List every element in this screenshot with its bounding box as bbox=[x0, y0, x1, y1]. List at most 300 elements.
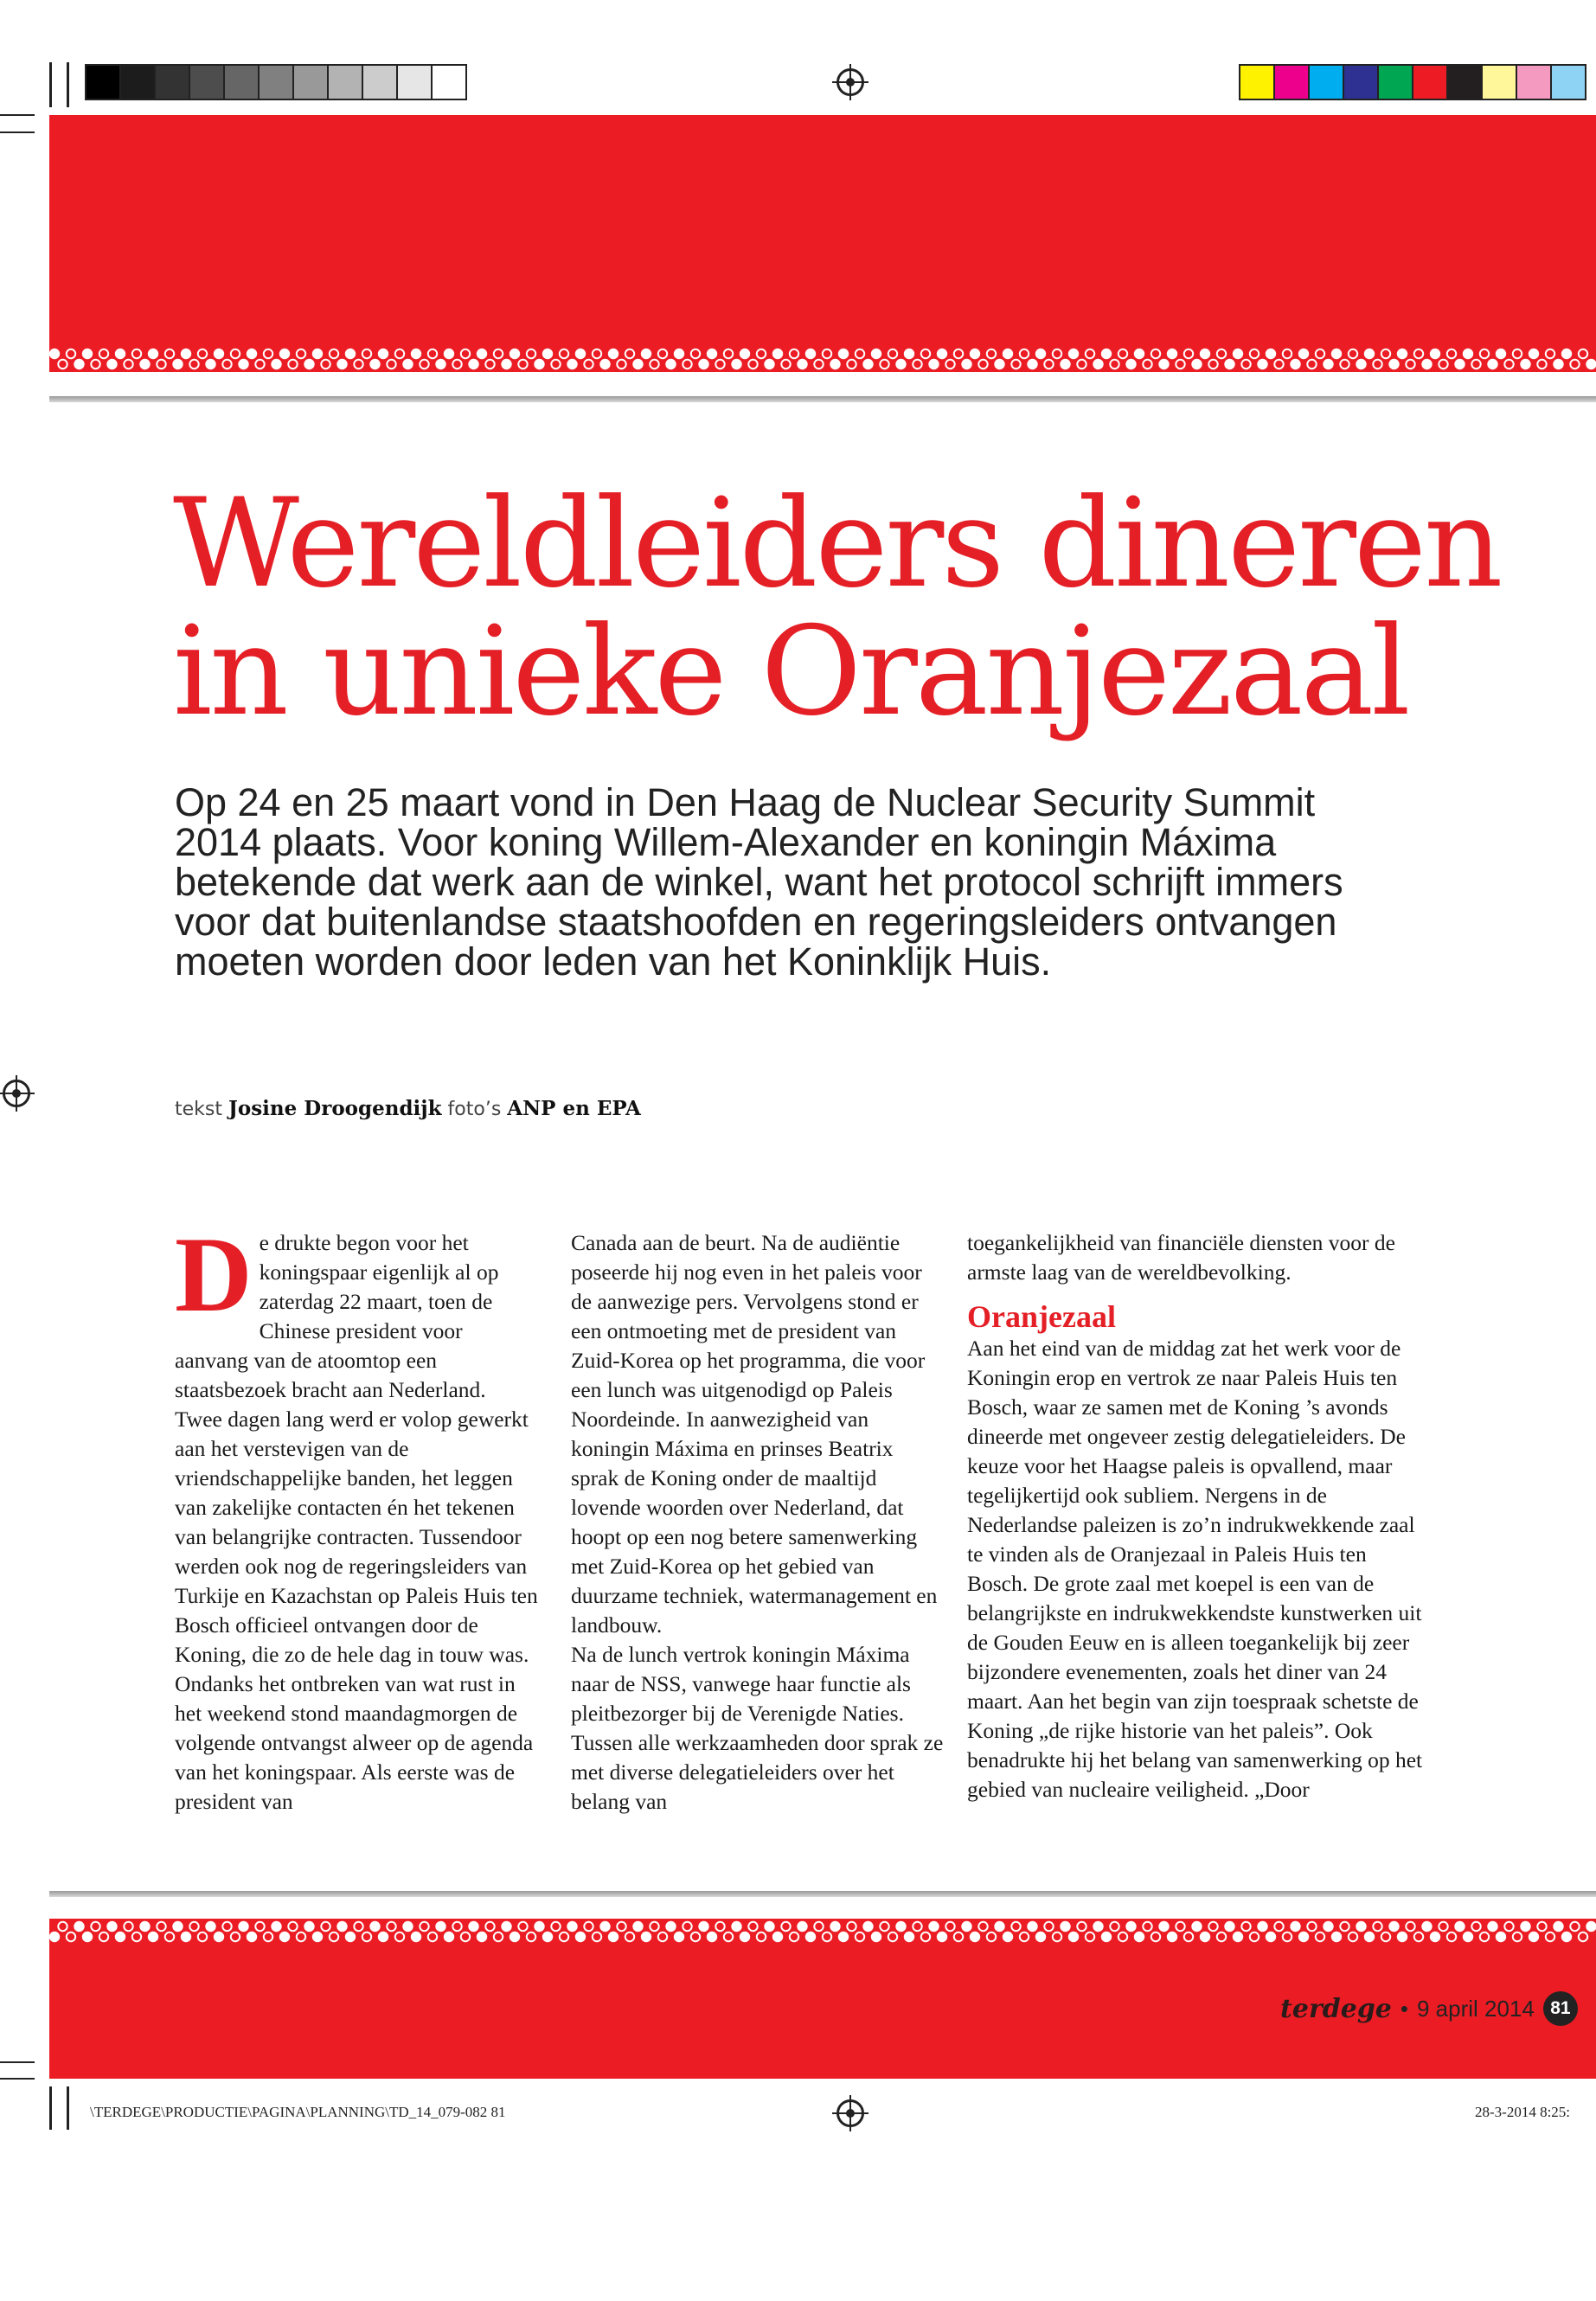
decorative-dot bbox=[584, 360, 593, 369]
decorative-dot bbox=[1208, 1922, 1217, 1931]
decorative-dot bbox=[830, 360, 839, 369]
decorative-dot bbox=[198, 1932, 207, 1941]
decorative-dot bbox=[1504, 1922, 1513, 1931]
article-column-1 bbox=[175, 1215, 538, 1817]
decorative-dot bbox=[116, 349, 125, 358]
decorative-dot bbox=[650, 360, 658, 369]
decorative-dot bbox=[535, 360, 543, 369]
crop-mark bbox=[0, 114, 35, 116]
decorative-dot bbox=[1389, 1922, 1398, 1931]
registration-mark-icon bbox=[836, 2099, 864, 2127]
decorative-dot bbox=[50, 1932, 59, 1941]
decorative-dot bbox=[280, 349, 289, 358]
decorative-dot bbox=[954, 1932, 963, 1941]
decorative-dot bbox=[1398, 349, 1407, 358]
decorative-dot bbox=[1464, 1932, 1472, 1941]
decorative-dot bbox=[1225, 1922, 1234, 1931]
decorative-dot bbox=[1570, 360, 1579, 369]
color-swatch bbox=[363, 66, 398, 99]
decorative-dot bbox=[1455, 360, 1464, 369]
decorative-dot bbox=[954, 349, 963, 358]
decorative-dot bbox=[189, 360, 198, 369]
decorative-dot bbox=[461, 349, 470, 358]
section-subhead: Oranjezaal bbox=[967, 1299, 1116, 1334]
decorative-dot bbox=[987, 1932, 996, 1941]
decorative-dot bbox=[165, 1932, 174, 1941]
decorative-dot bbox=[1299, 349, 1308, 358]
decorative-dot bbox=[74, 1922, 83, 1931]
decorative-dot bbox=[633, 1922, 642, 1931]
color-swatch bbox=[1413, 66, 1448, 99]
decorative-dot bbox=[1201, 1932, 1209, 1941]
byline bbox=[175, 1097, 641, 1120]
decorative-dot bbox=[485, 1922, 494, 1931]
decorative-dot bbox=[1373, 1922, 1381, 1931]
decorative-dot bbox=[962, 1922, 971, 1931]
decorative-dot bbox=[264, 1932, 272, 1941]
decorative-dot bbox=[1513, 349, 1522, 358]
registration-mark-icon bbox=[3, 1080, 30, 1107]
decorative-dot bbox=[929, 1922, 938, 1931]
body-paragraph: toegankelijkheid van financiële diensten voor de armste laag van de wereldbevolking. bbox=[967, 1230, 1395, 1285]
decorative-dot bbox=[313, 1932, 322, 1941]
decorative-dot bbox=[1159, 1922, 1168, 1931]
crop-mark bbox=[67, 62, 69, 107]
decorative-dot bbox=[1266, 1932, 1275, 1941]
top-red-band bbox=[49, 115, 1596, 347]
decorative-dot bbox=[576, 349, 585, 358]
decorative-dot bbox=[1447, 349, 1456, 358]
decorative-dot bbox=[781, 360, 790, 369]
decorative-dot bbox=[255, 1922, 264, 1931]
color-swatch bbox=[121, 66, 156, 99]
decorative-dot bbox=[527, 349, 535, 358]
decorative-dot bbox=[1398, 1932, 1407, 1941]
decorative-dot bbox=[1554, 360, 1562, 369]
decorative-dot bbox=[140, 1922, 149, 1931]
body-paragraph: e drukte begon voor het koningspaar eigenlijk al op zaterdag 22 maart, toen de Chinese president voor aanvang van de atoomtop een staatsbezoek bracht aan Nederland. Twee dagen lang werd er volop gewerkt aan het verstevigen van de vriendschappelijke banden, het leggen van zakelijke contacten én het tekenen van belangrijke contracten. Tussendoor werden ook nog de regeringsleiders van Turkije en Kazachstan op Paleis Huis ten Bosch officieel ontvangen door de Koning, die zo de hele dag in touw was. bbox=[175, 1230, 538, 1667]
decorative-dot bbox=[987, 349, 996, 358]
decorative-dot bbox=[264, 349, 272, 358]
decorative-dot bbox=[683, 360, 691, 369]
decorative-dot bbox=[280, 1932, 289, 1941]
decorative-dot bbox=[403, 360, 412, 369]
color-swatch bbox=[1552, 66, 1585, 99]
decorative-dot bbox=[781, 1922, 790, 1931]
decorative-dot bbox=[1562, 1932, 1571, 1941]
decorative-dot bbox=[1406, 1922, 1414, 1931]
decorative-dot bbox=[625, 1932, 634, 1941]
decorative-dot bbox=[58, 360, 67, 369]
decorative-dot bbox=[773, 1932, 782, 1941]
decorative-dot bbox=[395, 1932, 404, 1941]
decorative-dot bbox=[921, 1932, 930, 1941]
decorative-dot bbox=[1340, 1922, 1349, 1931]
decorative-dot bbox=[995, 1922, 1003, 1931]
decorative-dot bbox=[699, 1922, 708, 1931]
decorative-dot bbox=[715, 360, 724, 369]
decorative-dot bbox=[50, 349, 59, 358]
decorative-dot bbox=[1471, 360, 1480, 369]
decorative-dot bbox=[1266, 349, 1275, 358]
decorative-dot bbox=[1258, 1922, 1266, 1931]
decorative-dot bbox=[1414, 1932, 1423, 1941]
decorative-dot bbox=[683, 1922, 691, 1931]
decorative-dot bbox=[288, 360, 297, 369]
decorative-dot bbox=[1159, 360, 1168, 369]
bottom-grey-rule bbox=[49, 1891, 1596, 1897]
decorative-dot bbox=[633, 360, 642, 369]
decorative-dot bbox=[1258, 360, 1266, 369]
decorative-dot bbox=[1118, 349, 1127, 358]
decorative-dot bbox=[625, 349, 634, 358]
decorative-dot bbox=[1529, 349, 1538, 358]
bottom-dot-border bbox=[49, 1919, 1596, 1945]
decorative-dot bbox=[896, 1922, 905, 1931]
color-swatch bbox=[1517, 66, 1552, 99]
decorative-dot bbox=[346, 1932, 355, 1941]
decorative-dot bbox=[830, 1922, 839, 1931]
decorative-dot bbox=[740, 1932, 749, 1941]
decorative-dot bbox=[502, 360, 510, 369]
decorative-dot bbox=[1431, 1932, 1439, 1941]
decorative-dot bbox=[560, 349, 568, 358]
body-paragraph: Aan het eind van de middag zat het werk voor de Koningin erop en vertrok ze naar Paleis Huis ten Bosch, waar ze samen met de Koning ’s avonds dineerde met ongeveer zestig delegatieleiders. De keuze voor het Haagse paleis is opvallend, maar tegelijkertijd ook subliem. Nergens in de Nederlandse paleizen is zo’n indrukwekkende zaal te vinden als de Oranjezaal in Paleis Huis ten Bosch. De grote zaal met koepel is een van de belangrijkste en indrukwekkendste kunstwerken uit de Gouden Eeuw en is alleen toegankelijk bij zeer bijzondere evenementen, zoals het diner van 24 maart. Aan het begin van zijn toespraak schetste de Koning „de rijke historie van het paleis”. Ook benadrukte hij het belang van samenwerking op het gebied van nucleaire veiligheid. „Door bbox=[967, 1336, 1423, 1802]
decorative-dot bbox=[1028, 1922, 1036, 1931]
decorative-dot bbox=[814, 360, 823, 369]
decorative-dot bbox=[1143, 360, 1151, 369]
process-color-bar bbox=[1239, 64, 1586, 100]
decorative-dot bbox=[1283, 1932, 1292, 1941]
decorative-dot bbox=[494, 349, 503, 358]
decorative-dot bbox=[593, 349, 601, 358]
issue-date: 9 april 2014 bbox=[1417, 1995, 1535, 2022]
decorative-dot bbox=[1283, 349, 1292, 358]
decorative-dot bbox=[395, 349, 404, 358]
magazine-logo: terdege bbox=[1280, 1993, 1392, 2024]
decorative-dot bbox=[872, 349, 881, 358]
decorative-dot bbox=[1192, 1922, 1201, 1931]
decorative-dot bbox=[91, 1922, 99, 1931]
page-number: 81 bbox=[1543, 1991, 1578, 2026]
decorative-dot bbox=[1307, 360, 1316, 369]
page-footer bbox=[1280, 1991, 1578, 2026]
decorative-dot bbox=[182, 349, 190, 358]
decorative-dot bbox=[1003, 1932, 1012, 1941]
decorative-dot bbox=[83, 1932, 92, 1941]
decorative-dot bbox=[1044, 1922, 1053, 1931]
decorative-dot bbox=[215, 1932, 223, 1941]
decorative-dot bbox=[1176, 1922, 1184, 1931]
decorative-dot bbox=[1077, 360, 1086, 369]
color-swatch bbox=[87, 66, 121, 99]
decorative-dot bbox=[1250, 1932, 1259, 1941]
decorative-dot bbox=[173, 1922, 182, 1931]
decorative-dot bbox=[452, 1922, 461, 1931]
decorative-dot bbox=[1176, 360, 1184, 369]
decorative-dot bbox=[609, 1932, 618, 1941]
decorative-dot bbox=[560, 1932, 568, 1941]
decorative-dot bbox=[576, 1932, 585, 1941]
decorative-dot bbox=[321, 1922, 330, 1931]
decorative-dot bbox=[1061, 360, 1069, 369]
decorative-dot bbox=[58, 1922, 67, 1931]
decorative-dot bbox=[929, 360, 938, 369]
decorative-dot bbox=[1381, 349, 1390, 358]
decorative-dot bbox=[1028, 360, 1036, 369]
decorative-dot bbox=[1036, 349, 1045, 358]
decorative-dot bbox=[1093, 360, 1102, 369]
decorative-dot bbox=[798, 360, 806, 369]
decorative-dot bbox=[1521, 1922, 1529, 1931]
decorative-dot bbox=[1102, 1932, 1111, 1941]
decorative-dot bbox=[945, 1922, 954, 1931]
decorative-dot bbox=[1053, 1932, 1061, 1941]
decorative-dot bbox=[527, 1932, 535, 1941]
decorative-dot bbox=[297, 1932, 305, 1941]
decorative-dot bbox=[1586, 360, 1595, 369]
decorative-dot bbox=[1389, 360, 1398, 369]
decorative-dot bbox=[551, 1922, 560, 1931]
decorative-dot bbox=[337, 1922, 346, 1931]
decorative-dot bbox=[247, 349, 256, 358]
decorative-dot bbox=[1011, 360, 1020, 369]
decorative-dot bbox=[567, 360, 576, 369]
decorative-dot bbox=[913, 1922, 921, 1931]
decorative-dot bbox=[1439, 360, 1447, 369]
decorative-dot bbox=[1521, 360, 1529, 369]
color-swatch bbox=[190, 66, 225, 99]
decorative-dot bbox=[617, 360, 625, 369]
decorative-dot bbox=[1447, 1932, 1456, 1941]
decorative-dot bbox=[67, 1932, 75, 1941]
decorative-dot bbox=[272, 360, 280, 369]
decorative-dot bbox=[699, 360, 708, 369]
color-swatch bbox=[156, 66, 190, 99]
decorative-dot bbox=[494, 1932, 503, 1941]
footer-separator: • bbox=[1400, 1995, 1408, 2022]
decorative-dot bbox=[600, 360, 609, 369]
decorative-dot bbox=[995, 360, 1003, 369]
decorative-dot bbox=[691, 1932, 700, 1941]
decorative-dot bbox=[1373, 360, 1381, 369]
decorative-dot bbox=[1422, 360, 1431, 369]
decorative-dot bbox=[182, 1932, 190, 1941]
decorative-dot bbox=[83, 349, 92, 358]
decorative-dot bbox=[856, 1932, 864, 1941]
decorative-dot bbox=[1497, 1932, 1505, 1941]
decorative-dot bbox=[478, 1932, 486, 1941]
decorative-dot bbox=[149, 1932, 157, 1941]
body-paragraph: Ondanks het ontbreken van wat rust in het weekend stond maandagmorgen de volgende ontvangst alweer op de agenda van het koningspaar. Als eerste was de president van bbox=[175, 1671, 534, 1814]
crop-mark bbox=[0, 131, 35, 133]
color-swatch bbox=[398, 66, 433, 99]
decorative-dot bbox=[806, 1932, 815, 1941]
decorative-dot bbox=[1562, 349, 1571, 358]
color-swatch bbox=[1379, 66, 1413, 99]
decorative-dot bbox=[1069, 349, 1078, 358]
decorative-dot bbox=[600, 1922, 609, 1931]
decorative-dot bbox=[1291, 1922, 1299, 1931]
decorative-dot bbox=[1192, 360, 1201, 369]
decorative-dot bbox=[1011, 1922, 1020, 1931]
color-swatch bbox=[1240, 66, 1275, 99]
decorative-dot bbox=[1184, 349, 1193, 358]
article-column-2 bbox=[571, 1228, 945, 1817]
decorative-dot bbox=[362, 349, 371, 358]
decorative-dot bbox=[132, 1932, 141, 1941]
decorative-dot bbox=[247, 1932, 256, 1941]
decorative-dot bbox=[354, 360, 362, 369]
decorative-dot bbox=[239, 1922, 247, 1931]
registration-mark-icon bbox=[836, 68, 864, 96]
decorative-dot bbox=[1291, 360, 1299, 369]
decorative-dot bbox=[1497, 349, 1505, 358]
decorative-dot bbox=[1381, 1932, 1390, 1941]
decorative-dot bbox=[666, 1922, 675, 1931]
crop-mark bbox=[67, 2086, 69, 2130]
decorative-dot bbox=[1217, 1932, 1226, 1941]
decorative-dot bbox=[1299, 1932, 1308, 1941]
decorative-dot bbox=[847, 360, 856, 369]
decorative-dot bbox=[798, 1922, 806, 1931]
decorative-dot bbox=[288, 1922, 297, 1931]
color-swatch bbox=[1448, 66, 1483, 99]
decorative-dot bbox=[1324, 360, 1332, 369]
decorative-dot bbox=[971, 349, 979, 358]
decorative-dot bbox=[420, 360, 428, 369]
decorative-dot bbox=[1464, 349, 1472, 358]
decorative-dot bbox=[1586, 1922, 1595, 1931]
grey-color-bar bbox=[85, 64, 467, 100]
decorative-dot bbox=[896, 360, 905, 369]
body-paragraph: Na de lunch vertrok koningin Máxima naar de NSS, vanwege haar functie als pleitbezorger bij de Verenigde Naties. Tussen alle werkzaamheden door sprak ze met diverse delegatieleiders over het belang van bbox=[571, 1642, 944, 1814]
decorative-dot bbox=[107, 360, 116, 369]
decorative-dot bbox=[593, 1932, 601, 1941]
decorative-dot bbox=[124, 1922, 132, 1931]
decorative-dot bbox=[814, 1922, 823, 1931]
decorative-dot bbox=[1324, 1922, 1332, 1931]
decorative-dot bbox=[370, 1922, 379, 1931]
decorative-dot bbox=[691, 349, 700, 358]
decorative-dot bbox=[485, 360, 494, 369]
decorative-dot bbox=[379, 1932, 388, 1941]
decorative-dot bbox=[157, 360, 165, 369]
decorative-dot bbox=[149, 349, 157, 358]
decorative-dot bbox=[1316, 1932, 1324, 1941]
decorative-dot bbox=[222, 360, 231, 369]
decorative-dot bbox=[428, 349, 437, 358]
decorative-dot bbox=[1168, 349, 1176, 358]
decorative-dot bbox=[863, 1922, 872, 1931]
decorative-dot bbox=[732, 1922, 740, 1931]
decorative-dot bbox=[387, 360, 395, 369]
decorative-dot bbox=[740, 349, 749, 358]
decorative-dot bbox=[658, 1932, 667, 1941]
decorative-dot bbox=[173, 360, 182, 369]
decorative-dot bbox=[543, 1932, 552, 1941]
decorative-dot bbox=[748, 1922, 757, 1931]
decorative-dot bbox=[1110, 1922, 1118, 1931]
decorative-dot bbox=[1570, 1922, 1579, 1931]
decorative-dot bbox=[1455, 1922, 1464, 1931]
decorative-dot bbox=[1513, 1932, 1522, 1941]
decorative-dot bbox=[1061, 1922, 1069, 1931]
decorative-dot bbox=[642, 349, 651, 358]
decorative-dot bbox=[198, 349, 207, 358]
decorative-dot bbox=[1126, 360, 1135, 369]
decorative-dot bbox=[436, 360, 445, 369]
decorative-dot bbox=[231, 349, 240, 358]
decorative-dot bbox=[1234, 349, 1242, 358]
decorative-dot bbox=[806, 349, 815, 358]
decorative-dot bbox=[1488, 360, 1497, 369]
decorative-dot bbox=[708, 349, 716, 358]
crop-mark bbox=[0, 2078, 35, 2080]
decorative-dot bbox=[1118, 1932, 1127, 1941]
decorative-dot bbox=[1250, 349, 1259, 358]
decorative-dot bbox=[255, 360, 264, 369]
decorative-dot bbox=[724, 1932, 733, 1941]
decorative-dot bbox=[905, 1932, 913, 1941]
decorative-dot bbox=[420, 1922, 428, 1931]
decorative-dot bbox=[1143, 1922, 1151, 1931]
decorative-dot bbox=[461, 1932, 470, 1941]
decorative-dot bbox=[666, 360, 675, 369]
decorative-dot bbox=[921, 349, 930, 358]
decorative-dot bbox=[1422, 1922, 1431, 1931]
decorative-dot bbox=[1406, 360, 1414, 369]
decorative-dot bbox=[478, 349, 486, 358]
decorative-dot bbox=[675, 349, 683, 358]
decorative-dot bbox=[1077, 1922, 1086, 1931]
decorative-dot bbox=[337, 360, 346, 369]
decorative-dot bbox=[1488, 1922, 1497, 1931]
decorative-dot bbox=[231, 1932, 240, 1941]
decorative-dot bbox=[567, 1922, 576, 1931]
decorative-dot bbox=[1151, 1932, 1160, 1941]
decorative-dot bbox=[617, 1922, 625, 1931]
decorative-dot bbox=[1003, 349, 1012, 358]
decorative-dot bbox=[99, 349, 108, 358]
decorative-dot bbox=[847, 1922, 856, 1931]
decorative-dot bbox=[1529, 1932, 1538, 1941]
decorative-dot bbox=[132, 349, 141, 358]
decorative-dot bbox=[1135, 349, 1144, 358]
decorative-dot bbox=[1110, 360, 1118, 369]
decorative-dot bbox=[1020, 1932, 1029, 1941]
decorative-dot bbox=[297, 349, 305, 358]
decorative-dot bbox=[518, 360, 527, 369]
decorative-dot bbox=[140, 360, 149, 369]
decorative-dot bbox=[445, 1932, 453, 1941]
decorative-dot bbox=[1480, 349, 1489, 358]
color-swatch bbox=[1310, 66, 1344, 99]
decorative-dot bbox=[107, 1922, 116, 1931]
color-swatch bbox=[1344, 66, 1379, 99]
decorative-dot bbox=[1439, 1922, 1447, 1931]
decorative-dot bbox=[1069, 1932, 1078, 1941]
body-paragraph: Canada aan de beurt. Na de audiëntie poseerde hij nog even in het paleis voor de aanwezige pers. Vervolgens stond er een ontmoeting met de president van Zuid-Korea op het programma, die voor een lunch was uitgenodigd op Paleis Noordeinde. In aanwezigheid van koningin Máxima en prinses Beatrix sprak de Koning onder de maaltijd lovende woorden over Nederland, dat hoopt op een nog betere samenwerking met Zuid-Korea op het gebied van duurzame techniek, watermanagement en landbouw. bbox=[571, 1230, 938, 1638]
decorative-dot bbox=[1135, 1932, 1144, 1941]
decorative-dot bbox=[971, 1932, 979, 1941]
decorative-dot bbox=[1537, 360, 1546, 369]
decorative-dot bbox=[1208, 360, 1217, 369]
decorative-dot bbox=[757, 1932, 766, 1941]
article-column-3 bbox=[967, 1228, 1426, 1804]
decorative-dot bbox=[1579, 1932, 1587, 1941]
decorative-dot bbox=[1431, 349, 1439, 358]
